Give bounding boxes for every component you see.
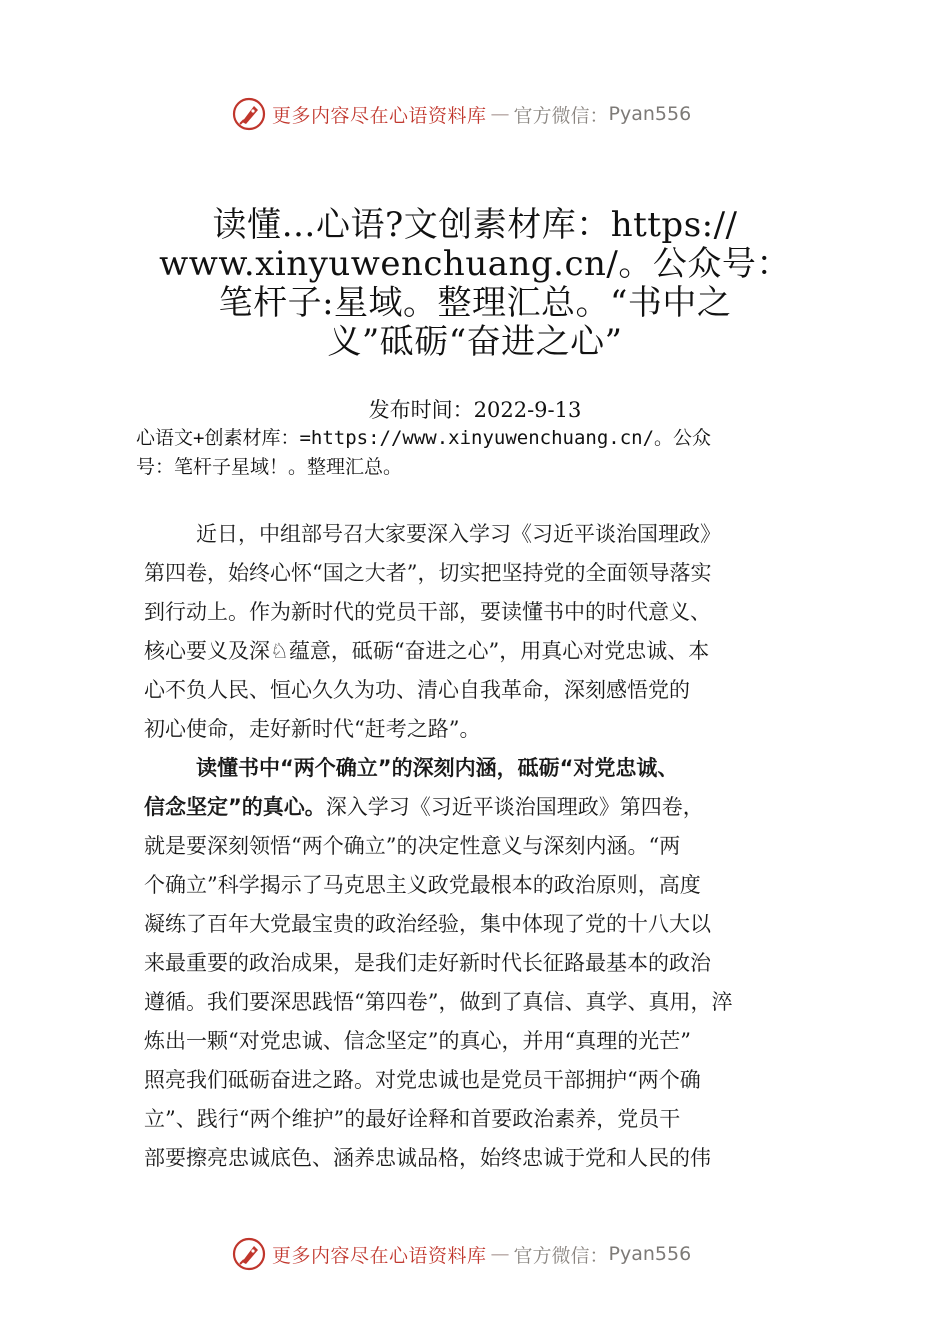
article-body: [144, 515, 824, 1178]
paragraph2-line: 立”、践行“两个维护”的最好诠释和首要政治素养，党员干: [144, 1107, 681, 1131]
paragraph1-line: 心不负人民、恒心久久为功、清心自我革命，深刻感悟党的: [144, 678, 690, 702]
watermark-sub-text: 官方微信：: [513, 1244, 609, 1267]
paragraph2-heading-line2: 信念坚定”的真心。: [144, 795, 326, 819]
publish-date: 发布时间：2022-9-13: [368, 398, 582, 422]
paragraph1-line: 到行动上。作为新时代的党员干部，要读懂书中的时代意义、: [144, 600, 711, 624]
watermark-main-text: 更多内容尽在心语资料库: [272, 104, 487, 127]
paragraph2-line: 照亮我们砥砺奋进之路。对党忠诚也是党员干部拥护“两个确: [144, 1068, 701, 1092]
paragraph2-line: 遵循。我们要深思践悟“第四卷”，做到了真信、真学、真用，淬: [144, 990, 733, 1014]
paragraph2-line: 个确立”科学揭示了马克思主义政党最根本的政治原则，高度: [144, 873, 701, 897]
paragraph1-line: 第四卷，始终心怀“国之大者”，切实把坚持党的全面领导落实: [144, 561, 712, 585]
watermark-wechat-id: Pyan556: [608, 103, 692, 125]
paragraph2-line: 就是要深刻领悟“两个确立”的决定性意义与深刻内涵。“两: [144, 834, 681, 858]
paragraph2-line2: [144, 788, 824, 827]
paragraph2-line: 部要擦亮忠诚底色、涵养忠诚品格，始终忠诚于党和人民的伟: [144, 1146, 711, 1170]
watermark-wechat-id: Pyan556: [608, 1243, 692, 1265]
paragraph2-heading-line1: 读懂书中“两个确立”的深刻内涵，砥砺“对党忠诚、: [196, 756, 679, 780]
paragraph2-line2-rest: 深入学习《习近平谈治国理政》第四卷，: [325, 795, 704, 819]
paragraph2-line: 炼出一颗“对党忠诚、信念坚定”的真心，并用“真理的光芒”: [144, 1029, 691, 1053]
paragraph1-line: 核心要义及深♘蕴意，砥砺“奋进之心”，用真心对党忠诚、本: [144, 639, 710, 663]
title-line: 读懂…心语?文创素材库：https://: [212, 205, 738, 245]
watermark-separator: —: [490, 103, 510, 125]
title-line: 笔杆子:星域。整理汇总。“书中之: [218, 283, 732, 323]
watermark-main-text: 更多内容尽在心语资料库: [272, 1244, 487, 1267]
document-title: [150, 206, 800, 362]
watermark-sub-text: 官方微信：: [513, 104, 609, 127]
source-line: 心语文+创素材库：=https://www.xinyuwenchuang.cn/。公众: [136, 427, 712, 449]
pen-nib-logo-icon: [232, 1237, 266, 1271]
watermark-separator: —: [490, 1243, 510, 1265]
paragraph1-line: 近日，中组部号召大家要深入学习《习近平谈治国理政》: [196, 522, 721, 546]
footer-watermark: [232, 1237, 752, 1271]
paragraph2-line: 凝练了百年大党最宝贵的政治经验，集中体现了党的十八大以: [144, 912, 711, 936]
source-line: 号：笔杆子星域！。整理汇总。: [136, 456, 403, 478]
pen-nib-logo-icon: [232, 97, 266, 131]
paragraph2-line: 来最重要的政治成果，是我们走好新时代长征路最基本的政治: [144, 951, 711, 975]
paragraph1-line: 初心使命，走好新时代“赶考之路”。: [144, 717, 481, 741]
header-watermark: [232, 97, 752, 131]
title-line: www.xinyuwenchuang.cn/。公众号：: [159, 244, 791, 284]
source-note: [136, 424, 826, 482]
title-line: 义”砥砺“奋进之心”: [327, 322, 623, 362]
